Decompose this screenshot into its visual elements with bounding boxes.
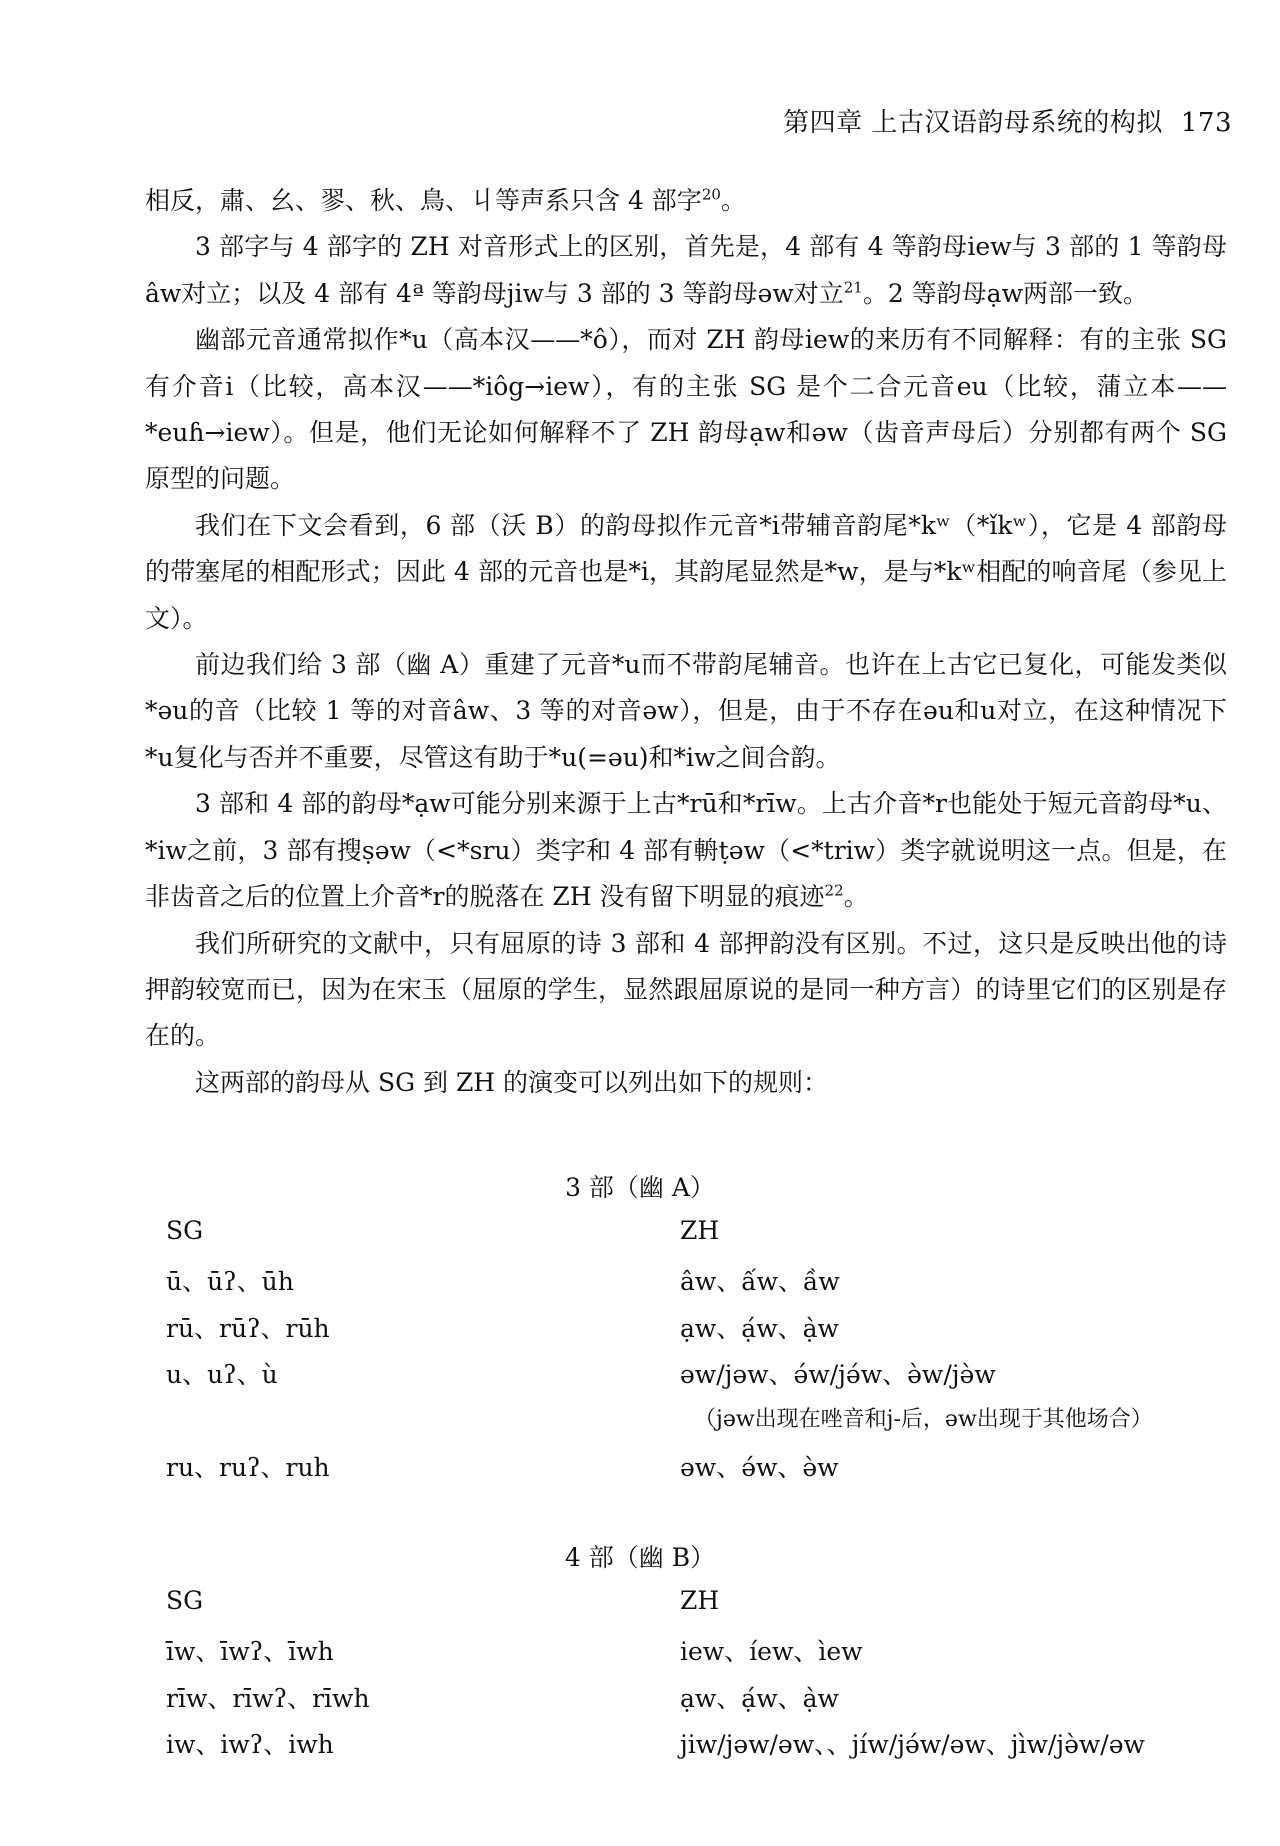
- footnote-ref: 20: [701, 185, 721, 204]
- paragraph: 我们所研究的文献中，只有屈原的诗 3 部和 4 部押韵没有区别。不过，这只是反映出他的诗押韵较宽而已，因为在宋玉（屈原的学生，显然跟屈原说的是同一种方言）的诗里它们的区别是存在的。: [145, 928, 1227, 1051]
- paragraph: 3 部字与 4 部字的 ZH 对音形式上的区别，首先是，4 部有 4 等韵母iew与 3 部的 1 等韵母âw对立；以及 4 部有 4ª 等韵母jiw与 3 部的 3 等韵母əw对立$^{21}$。2 等韵母ạw两部一致。: [145, 232, 1227, 308]
- table4-title: 4 部（幽 B）: [564, 1543, 716, 1572]
- footnote-ref: 21: [843, 278, 863, 297]
- zh-header: ZH: [680, 1216, 720, 1245]
- table-row: īw、īwʔ、īwh iew、íew、ìew: [166, 1637, 863, 1666]
- table-row: ru、ruʔ、ruh əw、ə́w、ə̀w: [166, 1453, 839, 1482]
- sg-header: SG: [166, 1216, 204, 1245]
- table-row: iw、iwʔ、iwh jiw/jəw/əw、、jíw/jə́w/əw、jìw/jə̀w/əw: [166, 1730, 1145, 1759]
- chapter-title: 第四章 上古汉语韵母系统的构拟: [783, 108, 1163, 138]
- paragraph: 相反，肅、幺、翏、秋、鳥、丩等声系只含 4 部字$^{20}$。: [145, 185, 746, 215]
- table3-title: 3 部（幽 A）: [565, 1173, 715, 1202]
- table3-header-row: [0, 1216, 1280, 1256]
- running-header: [783, 102, 1232, 139]
- paragraph: 3 部和 4 部的韵母*ạw可能分别来源于上古*rū和*rīw。上古介音*r也能处于短元音韵母*u、*iw之前，3 部有搜ṣəw（<*sru）类字和 4 部有輈ṭəw（<*triw）类字就说明这一点。但是，在非齿音之后的位置上介音*r的脱落在 ZH 没有留下明显的痕迹$^{22}$。: [145, 789, 1227, 912]
- zh-header: ZH: [680, 1586, 720, 1615]
- table-row: ū、ūʔ、ūh âw、ấw、ầw: [166, 1267, 840, 1296]
- paragraph: 这两部的韵母从 SG 到 ZH 的演变可以列出如下的规则：: [195, 1067, 829, 1097]
- table-note-row: [0, 1402, 1280, 1442]
- table-row: rīw、rīwʔ、rīwh ạw、ạ́w、ạ̀w: [166, 1684, 839, 1713]
- table-row: rū、rūʔ、rūh ạw、ạ́w、ạ̀w: [166, 1314, 839, 1343]
- paragraph: 幽部元音通常拟作*u（高本汉——*ô），而对 ZH 韵母iew的来历有不同解释：有的主张 SG 有介音i（比较，高本汉——*iôg→iew），有的主张 SG 是个二合元音eu（比较，蒲立本——*euɦ→iew）。但是，他们无论如何解释不了 ZH 韵母ạw和əw（齿音声母后）分别都有两个 SG 原型的问题。: [145, 325, 1227, 494]
- table-note: （jəw出现在唑音和j-后，əw出现于其他场合）: [694, 1407, 1153, 1432]
- table-row: u、uʔ、ù əw/jəw、ə́w/jə́w、ə̀w/jə̀w: [166, 1360, 996, 1389]
- sg-header: SG: [166, 1586, 204, 1615]
- body-text: [145, 178, 1227, 1106]
- paragraph: 前边我们给 3 部（幽 A）重建了元音*u而不带韵尾辅音。也许在上古它已复化，可能发类似*əu的音（比较 1 等的对音âw、3 等的对音əw），但是，由于不存在əu和u对立，在这种情况下*u复化与否并不重要，尽管这有助于*u(=əu)和*iw之间合韵。: [145, 650, 1227, 772]
- footnote-ref: 22: [824, 881, 844, 900]
- table4-header-row: [0, 1586, 1280, 1626]
- page-number: 173: [1180, 108, 1232, 138]
- paragraph: 我们在下文会看到，6 部（沃 B）的韵母拟作元音*i带辅音韵尾*kʷ（*ǐkʷ），它是 4 部韵母的带塞尾的相配形式；因此 4 部的元音也是*i，其韵尾显然是*w，是与*kʷ相配的响音尾（参见上文）。: [145, 510, 1227, 633]
